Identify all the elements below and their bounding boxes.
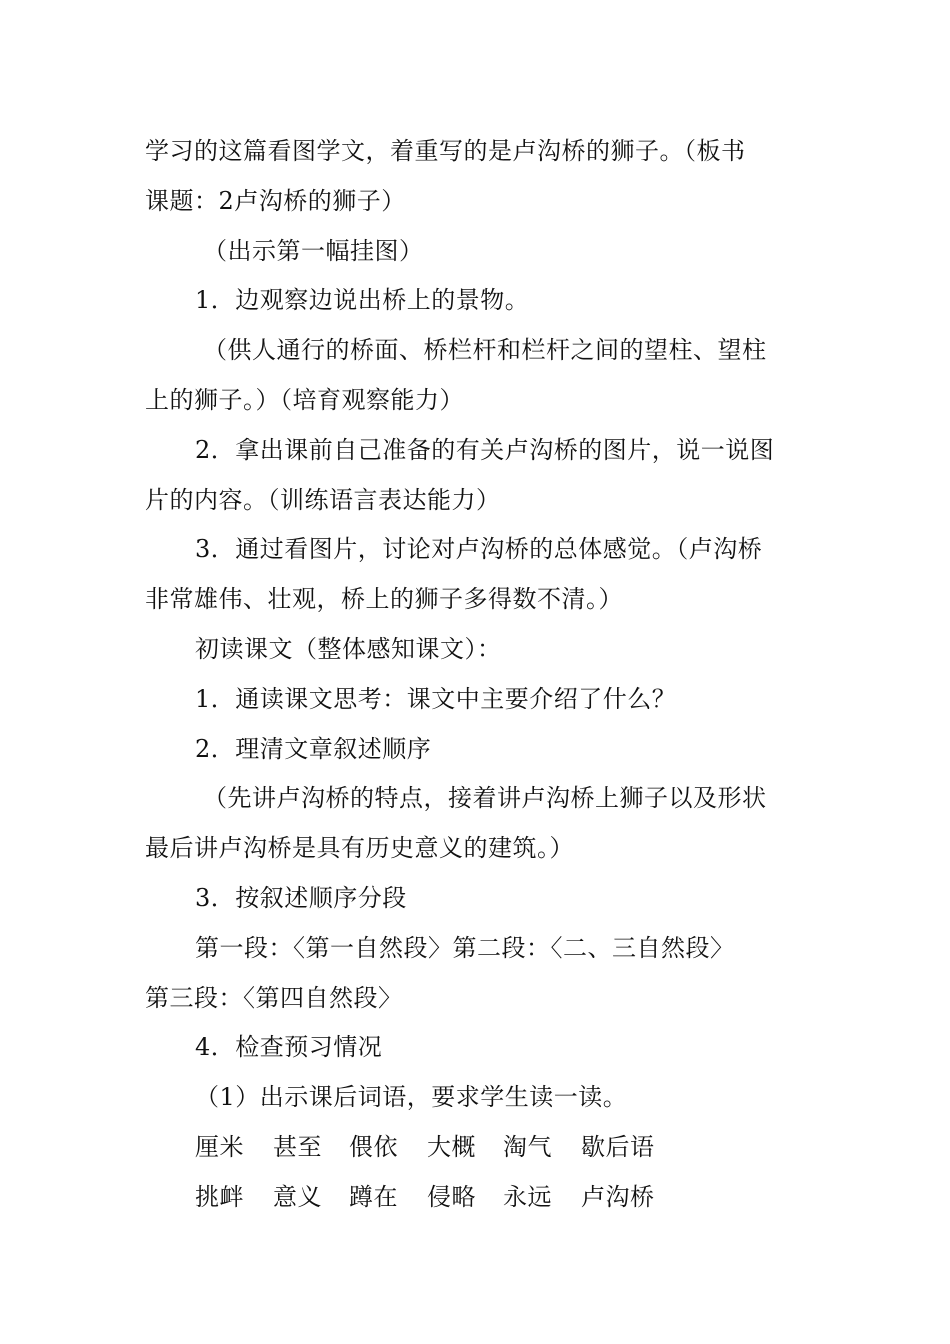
vocab-word: 侵略	[427, 1182, 476, 1211]
vocab-word: 甚至	[273, 1132, 322, 1161]
text-line: 第一段：〈第一自然段〉第二段：〈二、三自然段〉	[195, 933, 735, 962]
vocab-word: 蹲在	[349, 1182, 398, 1211]
document-page	[145, 127, 810, 1223]
vocab-word: 歇后语	[581, 1132, 655, 1161]
text-line: 片的内容。（训练语言表达能力）	[145, 485, 501, 514]
text-line: 2．拿出课前自己准备的有关卢沟桥的图片，说一说图	[195, 435, 775, 464]
word-list-row	[145, 1173, 810, 1223]
text-line: （出示第一幅挂图）	[203, 236, 424, 265]
text-line: 1．通读课文思考：课文中主要介绍了什么？	[195, 684, 677, 713]
text-line: 4．检查预习情况	[195, 1033, 383, 1062]
text-line: 课题：2卢沟桥的狮子）	[145, 186, 406, 215]
vocab-word: 卢沟桥	[581, 1182, 655, 1211]
vocab-word: 意义	[273, 1182, 322, 1211]
text-line: （供人通行的桥面、桥栏杆和栏杆之间的望柱、望柱	[203, 336, 767, 365]
vocab-word: 挑衅	[195, 1182, 244, 1211]
text-line: 第三段：〈第四自然段〉	[145, 983, 403, 1012]
text-line: 3．通过看图片，讨论对卢沟桥的总体感觉。（卢沟桥	[195, 535, 763, 564]
text-line: 3．按叙述顺序分段	[195, 883, 407, 912]
text-line: （先讲卢沟桥的特点，接着讲卢沟桥上狮子以及形状	[203, 784, 767, 813]
text-line: 最后讲卢沟桥是具有历史意义的建筑。）	[145, 834, 574, 863]
word-list-row	[145, 1123, 810, 1173]
vocab-word: 大概	[427, 1132, 476, 1161]
vocab-word: 厘米	[195, 1132, 244, 1161]
text-line: 学习的这篇看图学文，着重写的是卢沟桥的狮子。（板书	[145, 137, 746, 165]
text-line: （1）出示课后词语，要求学生读一读。	[195, 1083, 628, 1112]
text-line: 非常雄伟、壮观，桥上的狮子多得数不清。）	[145, 585, 623, 614]
text-line: 初读课文（整体感知课文）：	[195, 634, 502, 663]
text-line: 2．理清文章叙述顺序	[195, 734, 432, 763]
vocab-word: 偎依	[349, 1132, 398, 1161]
text-line: 1．边观察边说出桥上的景物。	[195, 286, 530, 315]
vocab-word: 淘气	[503, 1132, 552, 1161]
text-line: 上的狮子。）（培育观察能力）	[145, 385, 464, 414]
vocab-word: 永远	[503, 1182, 552, 1211]
